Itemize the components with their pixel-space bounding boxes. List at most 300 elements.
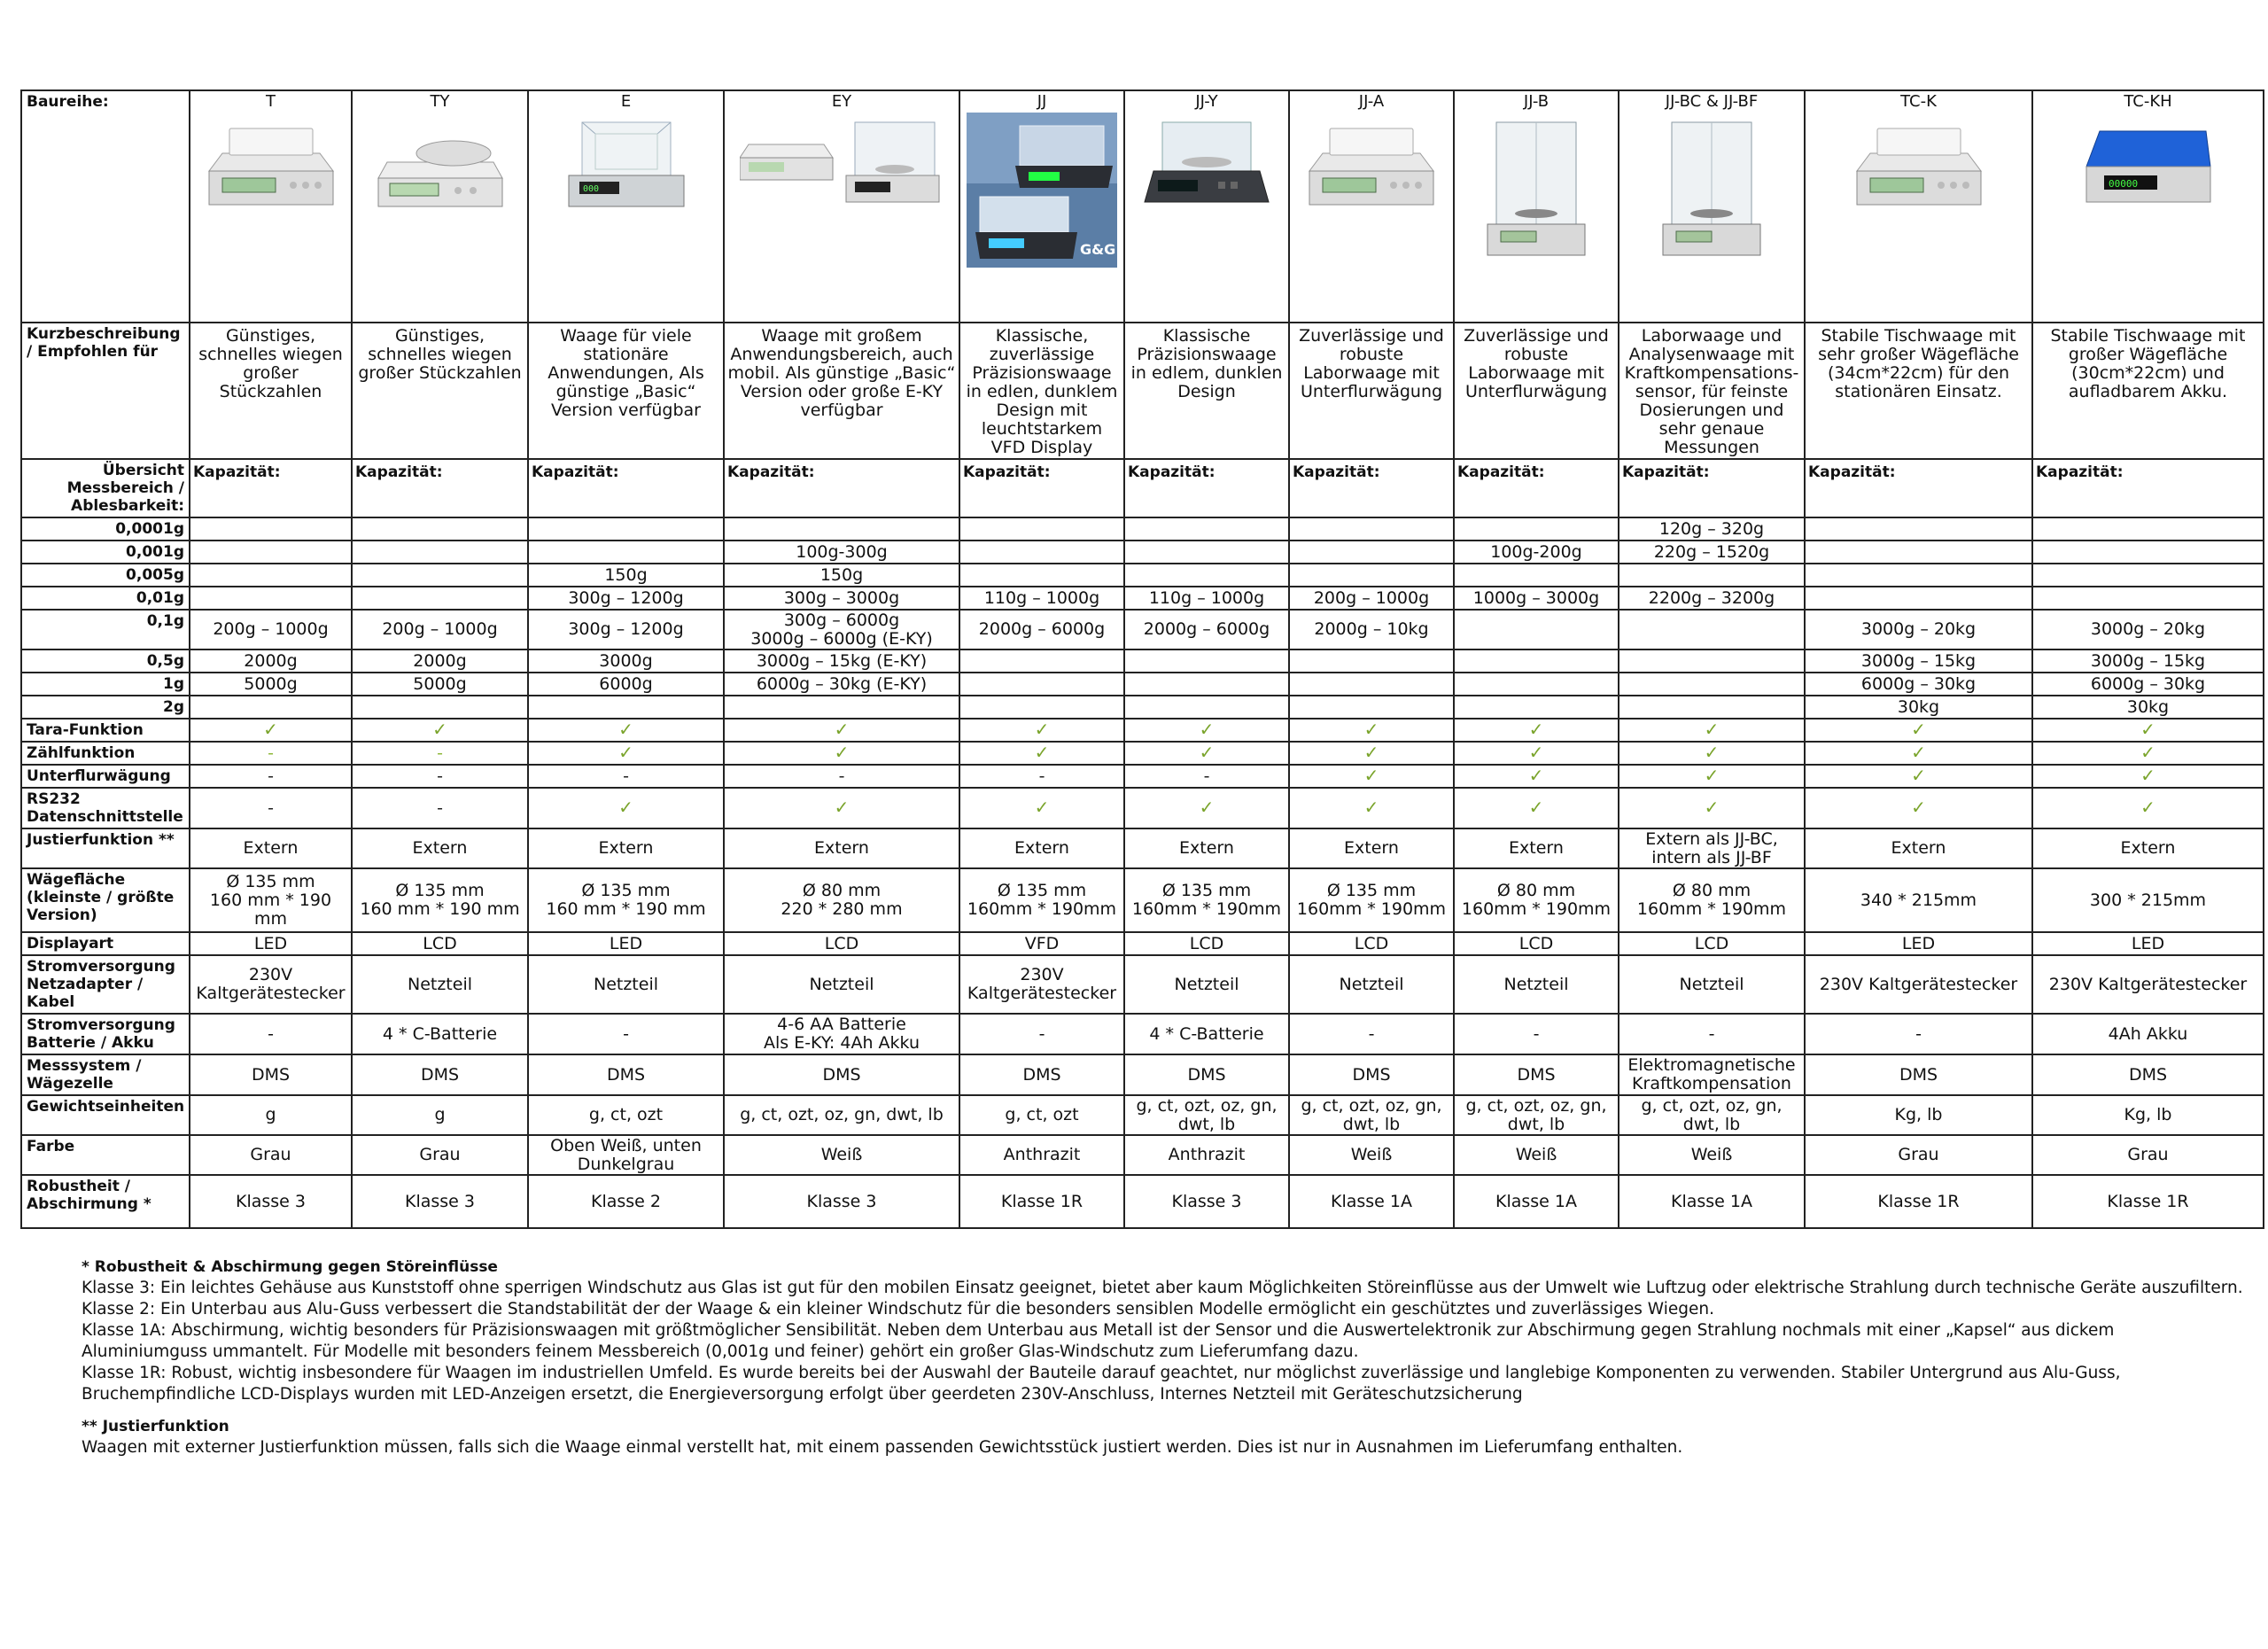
label-farbe: Farbe [21,1135,190,1175]
check-icon: ✓ [2140,719,2155,740]
cell-justier: Extern [2032,828,2264,868]
check-icon: ✓ [834,742,850,763]
cell-r2g [1619,696,1805,719]
cell-r005 [1289,564,1454,587]
cell-strom_batt: - [1805,1014,2032,1054]
cell-line: 3000g – 6000g (E-KY) [750,628,933,649]
label-zaehl: Zählfunktion [21,742,190,765]
cell-r001 [1124,541,1289,564]
cell-mess: DMS [190,1054,352,1095]
cell-unterflur [2032,765,2264,788]
cell-justier: Extern [959,828,1124,868]
cell-farbe: Weiß [1619,1135,1805,1175]
model-cell [1124,90,1289,323]
cell-strom_netz: Netzteil [1289,955,1454,1014]
cell-r005: 150g [724,564,959,587]
row-r0001 [21,517,2264,541]
cell-display: LED [528,932,724,955]
cell-r005 [352,564,528,587]
cell-line: 4-6 AA Batterie [777,1015,906,1034]
cell-r5: 3000g – 15kg (E-KY) [724,649,959,673]
model-name: JJ-B [1523,92,1550,111]
product-image [2036,118,2260,215]
cell-gew: g, ct, ozt, oz, gn, dwt, lb [724,1095,959,1135]
cell-waege [1124,868,1289,932]
cell-zaehl [1805,742,2032,765]
cell-r1g: 6000g – 30kg [2032,673,2264,696]
label-r1g: 1g [21,673,190,696]
row-r2g [21,696,2264,719]
cell-r1g: 6000g [528,673,724,696]
cell-waege [190,868,352,932]
cell-gew: g [352,1095,528,1135]
cell-tara [528,719,724,742]
cell-r0001 [724,517,959,541]
cell-unterflur [1289,765,1454,788]
cell-line: 300g – 6000g [783,610,900,630]
capacity-cell [190,459,352,517]
cell-unterflur [528,765,724,788]
cell-farbe: Anthrazit [1124,1135,1289,1175]
cell-r01: 300g – 1200g [528,587,724,610]
label-tara: Tara-Funktion [21,719,190,742]
cell-r0001 [352,517,528,541]
cell-unterflur [352,765,528,788]
cell-r005 [959,564,1124,587]
cell-r5: 2000g [352,649,528,673]
cell-r01: 1000g – 3000g [1454,587,1619,610]
cell-r005 [1124,564,1289,587]
cell-r5 [1124,649,1289,673]
cell-r2g [959,696,1124,719]
cell-r1: 300g – 1200g [528,610,724,649]
cell-display: LCD [1289,932,1454,955]
cell-strom_netz: Netzteil [528,955,724,1014]
cell-line: 160mm * 190mm [1296,899,1447,919]
cell-justier: Extern [190,828,352,868]
cell-justier: Extern [1124,828,1289,868]
capacity-cell [528,459,724,517]
cell-r005 [1454,564,1619,587]
cell-gew: g, ct, ozt, oz, gn, dwt, lb [1454,1095,1619,1135]
check-icon: ✓ [1528,797,1544,818]
dash-mark: - [268,797,274,818]
cell-gew: Kg, lb [1805,1095,2032,1135]
capacity-label: Kapazität: [2036,463,2124,481]
cell-justier: Extern [724,828,959,868]
cell-strom_netz: Netzteil [1619,955,1805,1014]
cell-robust: Klasse 3 [190,1175,352,1228]
product-image [1808,118,2029,215]
cell-r0001 [1289,517,1454,541]
cell-robust: Klasse 3 [352,1175,528,1228]
model-cell [1454,90,1619,323]
check-icon: ✓ [1911,765,1926,786]
row-unterflur [21,765,2264,788]
check-icon: ✓ [1363,797,1379,818]
cell-r5: 3000g – 15kg [1805,649,2032,673]
row-r001 [21,541,2264,564]
dash-mark: - [1038,766,1045,786]
label-baureihe: Baureihe: [21,90,190,323]
label-r1: 0,1g [21,610,190,649]
cell-rs232 [724,788,959,828]
model-name: TC-K [1900,92,1937,111]
cell-line: Ø 135 mm [1161,881,1252,900]
cell-r01: 2200g – 3200g [1619,587,1805,610]
cell-r01: 200g – 1000g [1289,587,1454,610]
capacity-label: Kapazität: [1622,463,1710,481]
cell-waege [1619,868,1805,932]
cell-gew: Kg, lb [2032,1095,2264,1135]
cell-r2g: 30kg [1805,696,2032,719]
check-icon: ✓ [834,719,850,740]
capacity-cell [1124,459,1289,517]
cell-r005: 150g [528,564,724,587]
row-farbe [21,1135,2264,1175]
footnotes [82,1256,2243,1458]
cell-r1g [1454,673,1619,696]
check-icon: ✓ [1199,797,1215,818]
cell-mess: DMS [352,1054,528,1095]
row-strom_netz [21,955,2264,1014]
check-icon: ✓ [1034,797,1050,818]
label-justier: Justierfunktion ** [21,828,190,868]
cell-tara [352,719,528,742]
cell-zaehl [352,742,528,765]
check-icon: ✓ [1528,719,1544,740]
description-cell: Stabile Tischwaage mit sehr großer Wägefläche (34cm*22cm) für den stationären Einsatz. [1805,323,2032,459]
cell-unterflur [1805,765,2032,788]
footnote-class-2: Klasse 2: Ein Unterbau aus Alu-Guss verbessert die Standstabilität der der Waage & ein kleiner Windschutz für die besonders sensiblen Modelle ermöglicht ein geschütztes und zuverlässiges Wiegen. [82,1300,1714,1318]
check-icon: ✓ [2140,765,2155,786]
cell-r5 [959,649,1124,673]
cell-waege: 300 * 215mm [2032,868,2264,932]
cell-r1 [1454,610,1619,649]
cell-line: 220 * 280 mm [781,899,903,919]
check-icon: ✓ [1363,742,1379,763]
cell-robust: Klasse 1A [1454,1175,1619,1228]
cell-r1 [1619,610,1805,649]
cell-r5: 3000g – 15kg [2032,649,2264,673]
cell-line: 160mm * 190mm [967,899,1117,919]
cell-r001 [2032,541,2264,564]
cell-r1g: 6000g – 30kg [1805,673,2032,696]
description-cell: Klassische, zuverlässige Präzisionswaage in edlen, dunklem Design mit leuchtstarkem VFD Display [959,323,1124,459]
cell-unterflur [1454,765,1619,788]
capacity-cell [1454,459,1619,517]
label-r2g: 2g [21,696,190,719]
check-icon: ✓ [1911,797,1926,818]
check-icon: ✓ [834,797,850,818]
cell-display: LCD [724,932,959,955]
cell-unterflur [724,765,959,788]
label-uebersicht: Übersicht Messbereich / Ablesbarkeit: [21,459,190,517]
cell-strom_batt: - [1289,1014,1454,1054]
model-cell [528,90,724,323]
product-image [727,118,956,206]
check-icon: ✓ [1911,719,1926,740]
cell-r01 [352,587,528,610]
description-cell: Laborwaage und Analysenwaage mit Kraftkompensations-sensor, für feinste Dosierungen und sehr genaue Messungen [1619,323,1805,459]
cell-zaehl [1289,742,1454,765]
cell-farbe: Grau [352,1135,528,1175]
cell-farbe: Anthrazit [959,1135,1124,1175]
cell-strom_netz: 230V Kaltgerätestecker [190,955,352,1014]
cell-line: 160 mm * 190 mm [360,899,520,919]
cell-tara [724,719,959,742]
cell-justier: Extern [528,828,724,868]
check-icon: ✓ [1911,742,1926,763]
check-icon: ✓ [2140,797,2155,818]
label-strom_batt: Stromversorgung Batterie / Akku [21,1014,190,1054]
model-name: EY [831,92,852,111]
cell-tara [959,719,1124,742]
model-cell [190,90,352,323]
cell-unterflur [1124,765,1289,788]
cell-r2g [528,696,724,719]
cell-zaehl [1454,742,1619,765]
capacity-label: Kapazität: [727,463,815,481]
cell-mess: DMS [724,1054,959,1095]
description-cell: Günstiges, schnelles wiegen großer Stückzahlen [352,323,528,459]
cell-display: LED [2032,932,2264,955]
cell-r005 [2032,564,2264,587]
cell-line: Als E-KY: 4Ah Akku [763,1033,920,1053]
product-image [1622,118,1801,260]
footnote-robust-heading: * Robustheit & Abschirmung gegen Störeinflüsse [82,1258,498,1276]
comparison-table [20,89,2264,1229]
cell-strom_netz: 230V Kaltgerätestecker [2032,955,2264,1014]
cell-mess: DMS [528,1054,724,1095]
cell-r1g: 6000g – 30kg (E-KY) [724,673,959,696]
cell-r1g [959,673,1124,696]
dash-mark: - [268,743,274,763]
cell-tara [2032,719,2264,742]
row-r1g [21,673,2264,696]
cell-r2g [724,696,959,719]
model-name: JJ-BC & JJ-BF [1665,92,1759,111]
cell-strom_netz: Netzteil [1124,955,1289,1014]
label-gew: Gewichtseinheiten [21,1095,190,1135]
cell-r0001 [190,517,352,541]
check-icon: ✓ [1363,765,1379,786]
cell-r1: 200g – 1000g [352,610,528,649]
cell-r1g [1619,673,1805,696]
cell-r001: 220g – 1520g [1619,541,1805,564]
label-strom_netz: Stromversorgung Netzadapter / Kabel [21,955,190,1014]
cell-r5 [1619,649,1805,673]
cell-r1: 2000g – 10kg [1289,610,1454,649]
footnote-class-3: Klasse 3: Ein leichtes Gehäuse aus Kunststoff ohne sperrigen Windschutz aus Glas ist gut für den mobilen Einsatz geeignet, bietet aber kaum Möglichkeiten Störeinflüsse aus der Umwelt wie Luftzug oder elektrische Strahlung durch technische Geräte auszufiltern. [82,1279,2243,1297]
check-icon: ✓ [1199,742,1215,763]
cell-r001 [528,541,724,564]
cell-line: Ø 80 mm [1496,881,1576,900]
cell-tara [1289,719,1454,742]
cell-strom_netz: 230V Kaltgerätestecker [959,955,1124,1014]
capacity-label: Kapazität: [355,463,443,481]
cell-unterflur [959,765,1124,788]
cell-line: 160mm * 190mm [1636,899,1787,919]
cell-line: Ø 135 mm [226,871,315,891]
cell-gew: g, ct, ozt [959,1095,1124,1135]
cell-r001 [1805,541,2032,564]
check-icon: ✓ [1704,797,1720,818]
model-cell [1805,90,2032,323]
cell-waege [1289,868,1454,932]
cell-zaehl [959,742,1124,765]
product-image [1293,118,1450,215]
cell-r0001 [959,517,1124,541]
cell-display: LCD [352,932,528,955]
label-kurz: Kurzbeschreibung / Empfohlen für [21,323,190,459]
dash-mark: - [437,743,443,763]
cell-r0001 [528,517,724,541]
cell-r2g [1454,696,1619,719]
cell-r5 [1289,649,1454,673]
cell-r001 [190,541,352,564]
row-r01 [21,587,2264,610]
cell-r0001 [1124,517,1289,541]
model-cell [724,90,959,323]
cell-rs232 [1124,788,1289,828]
model-name: JJ [1037,92,1047,111]
model-name: JJ-Y [1195,92,1218,111]
cell-r1: 2000g – 6000g [959,610,1124,649]
cell-strom_batt: - [959,1014,1124,1054]
cell-rs232 [1805,788,2032,828]
comparison-sheet [20,89,2263,1229]
cell-zaehl [1124,742,1289,765]
cell-robust: Klasse 1A [1619,1175,1805,1228]
cell-r01: 300g – 3000g [724,587,959,610]
cell-strom_batt: 4Ah Akku [2032,1014,2264,1054]
product-image [355,118,524,215]
model-cell [352,90,528,323]
check-icon: ✓ [432,719,447,740]
cell-r2g [190,696,352,719]
check-icon: ✓ [618,719,633,740]
cell-line: 160 mm * 190 mm [546,899,706,919]
cell-r01: 110g – 1000g [1124,587,1289,610]
cell-line: 160mm * 190mm [1131,899,1282,919]
cell-r1g: 5000g [352,673,528,696]
row-tara [21,719,2264,742]
row-header [21,90,2264,323]
cell-waege [352,868,528,932]
label-r001: 0,001g [21,541,190,564]
capacity-cell [724,459,959,517]
cell-zaehl [1619,742,1805,765]
cell-line: Ø 135 mm [997,881,1087,900]
dash-mark: - [838,766,845,786]
capacity-cell [2032,459,2264,517]
cell-waege [724,868,959,932]
cell-r0001 [2032,517,2264,541]
model-cell [1619,90,1805,323]
cell-zaehl [2032,742,2264,765]
row-r005 [21,564,2264,587]
cell-zaehl [528,742,724,765]
cell-waege [1454,868,1619,932]
cell-r01 [190,587,352,610]
cell-tara [1805,719,2032,742]
cell-r1: 200g – 1000g [190,610,352,649]
cell-r0001: 120g – 320g [1619,517,1805,541]
cell-r001: 100g-200g [1454,541,1619,564]
gg-logo: G&G [1080,241,1116,258]
product-image [963,113,1121,268]
cell-r01 [1805,587,2032,610]
row-gew [21,1095,2264,1135]
cell-rs232 [1619,788,1805,828]
cell-strom_netz: Netzteil [1454,955,1619,1014]
model-cell [1289,90,1454,323]
cell-rs232 [1289,788,1454,828]
capacity-label: Kapazität: [963,463,1051,481]
dash-mark: - [623,766,629,786]
cell-robust: Klasse 3 [724,1175,959,1228]
product-image [1128,118,1285,215]
cell-rs232 [1454,788,1619,828]
label-mess: Messsystem / Wägezelle [21,1054,190,1095]
cell-mess: DMS [2032,1054,2264,1095]
cell-display: LCD [1619,932,1805,955]
row-kurz [21,323,2264,459]
check-icon: ✓ [618,797,633,818]
check-icon: ✓ [1034,719,1050,740]
cell-robust: Klasse 1R [2032,1175,2264,1228]
cell-justier: Extern [1454,828,1619,868]
cell-gew: g, ct, ozt, oz, gn, dwt, lb [1619,1095,1805,1135]
dash-mark: - [268,766,274,786]
check-icon: ✓ [1034,742,1050,763]
cell-strom_batt: - [1619,1014,1805,1054]
cell-strom_batt: 4 * C-Batterie [1124,1014,1289,1054]
capacity-label: Kapazität: [1128,463,1216,481]
cell-r01 [2032,587,2264,610]
model-name: E [620,92,632,111]
cell-farbe: Weiß [724,1135,959,1175]
cell-farbe: Grau [2032,1135,2264,1175]
footnote-class-1r: Klasse 1R: Robust, wichtig insbesondere für Waagen im industriellen Umfeld. Es wurde bereits bei der Auswahl der Bauteile darauf geachtet, nur möglichst zuverlässige und langlebige Komponenten zu verwenden. Stabiler Untergrund aus Alu-Guss, Bruchempfindliche LCD-Displays wurden mit LED-Anzeigen ersetzt, die Energieversorgung erfolgt über geerdeten 230V-Anschluss, Internes Netzteil mit Geräteschutzsicherung [82,1364,2121,1404]
check-icon: ✓ [1704,765,1720,786]
cell-justier: Extern als JJ-BC, intern als JJ-BF [1619,828,1805,868]
model-cell [2032,90,2264,323]
label-r5: 0,5g [21,649,190,673]
capacity-label: Kapazität: [193,463,281,481]
model-name: TY [430,92,450,111]
cell-r2g [1124,696,1289,719]
capacity-label: Kapazität: [532,463,619,481]
cell-line: 160 mm * 190 mm [209,890,332,929]
cell-line: 160mm * 190mm [1461,899,1612,919]
cell-rs232 [2032,788,2264,828]
check-icon: ✓ [1704,719,1720,740]
description-cell: Waage für viele stationäre Anwendungen, Als günstige „Basic“ Version verfügbar [528,323,724,459]
description-cell: Zuverlässige und robuste Laborwaage mit Unterflurwägung [1289,323,1454,459]
row-justier [21,828,2264,868]
cell-gew: g, ct, ozt, oz, gn, dwt, lb [1124,1095,1289,1135]
cell-r005 [1805,564,2032,587]
row-display [21,932,2264,955]
cell-strom_batt: - [1454,1014,1619,1054]
cell-r01: 110g – 1000g [959,587,1124,610]
cell-farbe: Weiß [1289,1135,1454,1175]
cell-r1: 3000g – 20kg [1805,610,2032,649]
dash-mark: - [437,797,443,818]
cell-robust: Klasse 1R [1805,1175,2032,1228]
